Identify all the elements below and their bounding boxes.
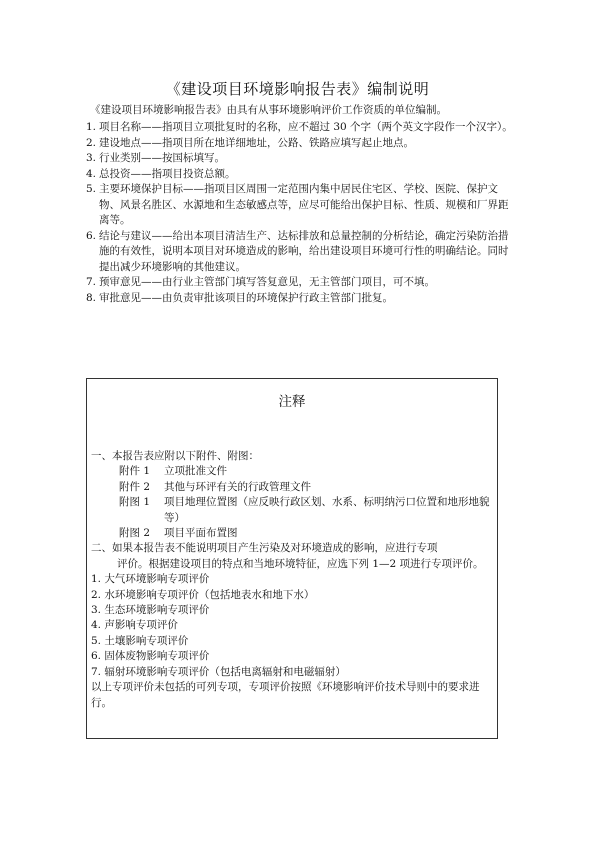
special-item: 2. 水环境影响专项评价（包括地表水和地下水） [91, 588, 315, 601]
annex-item: 附图 1 项目地理位置图（应反映行政区划、水系、标明纳污口位置和地形地貌等） [119, 496, 490, 524]
notes-section-1: 一、本报告表应附以下附件、附图： [91, 450, 259, 462]
list-item: 5. 主要环境保护目标——指项目区周围一定范围内集中居民住宅区、学校、医院、保护文物、风景名胜区、水源地和生态敏感点等，应尽可能给出保护目标、性质、规模和厂界距离等。 [86, 183, 509, 226]
list-item: 6. 结论与建议——给出本项目清洁生产、达标排放和总量控制的分析结论，确定污染防治措施的有效性，说明本项目对环境造成的影响，给出建设项目环境可行性的明确结论。同时提出减少环境影响的其他建议。 [86, 229, 509, 273]
special-item: 6. 固体废物影响专项评价 [91, 650, 210, 663]
notes-section-2: 二、如果本报告表不能说明项目产生污染及对环境造成的影响，应进行专项 评价。根据建设项目的特点和当地环境特征，应选下列 1—2 项进行专项评价。 [91, 542, 484, 570]
list-item: 3. 行业类别——按国标填写。 [86, 152, 225, 164]
intro-paragraph: 《建设项目环境影响报告表》由具有从事环境影响评价工作资质的单位编制。 [90, 104, 447, 116]
annex-item: 附件 1 立项批准文件 [119, 465, 227, 478]
special-item: 5. 土壤影响专项评价 [91, 634, 189, 647]
list-item: 4. 总投资——指项目投资总额。 [86, 167, 236, 180]
special-item: 3. 生态环境影响专项评价 [91, 604, 210, 617]
notes-footer: 以上专项评价未包括的可列专项，专项评价按照《环境影响评价技术导则中的要求进行。 [91, 681, 480, 709]
instruction-list [86, 120, 518, 306]
annex-item: 附图 2 项目平面布置图 [119, 527, 238, 540]
notes-body [91, 449, 493, 711]
list-item: 1. 项目名称——指项目立项批复时的名称，应不超过 30 个字（两个英文字段作一个汉字）。 [86, 121, 513, 133]
special-item: 4. 声影响专项评价 [91, 619, 178, 632]
notes-box [86, 378, 498, 739]
special-item: 7. 辐射环境影响专项评价（包括电离辐射和电磁辐射） [91, 665, 346, 678]
special-item: 1. 大气环境影响专项评价 [91, 573, 210, 586]
list-item: 8. 审批意见——由负责审批该项目的环境保护行政主管部门批复。 [86, 291, 393, 304]
notes-title: 注释 [278, 394, 306, 410]
annex-item: 附件 2 其他与环评有关的行政管理文件 [119, 480, 311, 493]
list-item: 7. 预审意见——由行业主管部门填写答复意见，无主管部门项目，可不填。 [86, 276, 435, 288]
list-item: 2. 建设地点——指项目所在地详细地址，公路、铁路应填写起止地点。 [86, 136, 414, 149]
document-title: 《建设项目环境影响报告表》编制说明 [165, 80, 430, 98]
